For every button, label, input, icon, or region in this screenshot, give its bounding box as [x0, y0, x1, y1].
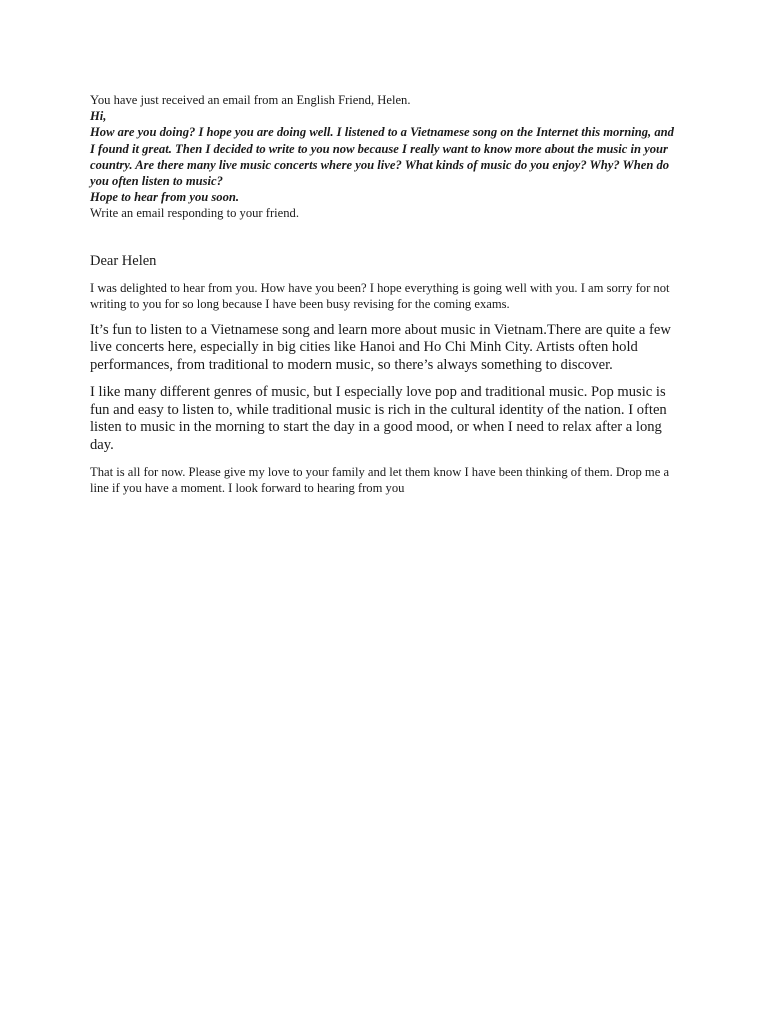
- reply-paragraph-3: I like many different genres of music, but I especially love pop and traditional music. Pop music is fun and easy to listen to, while traditional music is rich in the cultural identity of the nation. I often listen to music in the morning to start the day in a good mood, or when I need to relax after a long day.: [90, 384, 667, 453]
- document-page: [90, 92, 674, 496]
- prompt-intro: You have just received an email from an English Friend, Helen.: [90, 93, 411, 107]
- email-body: How are you doing? I hope you are doing well. I listened to a Vietnamese song on the Internet this morning, and I found it great. Then I decided to write to you now because I really want to know more about the music in your country. Are there many live music concerts where you live? What kinds of music do you enjoy? Why? When do you often listen to music?: [90, 125, 674, 189]
- reply-paragraph-4: That is all for now. Please give my love to your family and let them know I have been thinking of them. Drop me a line if you have a moment. I look forward to hearing from you: [90, 465, 670, 496]
- email-signoff: Hope to hear from you soon.: [90, 190, 240, 205]
- reply-paragraph-1: I was delighted to hear from you. How have you been? I hope everything is going well with you. I am sorry for not writing to you for so long because I have been busy revising for the coming exams.: [90, 280, 670, 311]
- email-greeting: Hi,: [90, 109, 107, 124]
- reply-paragraph-2: It’s fun to listen to a Vietnamese song and learn more about music in Vietnam.There are quite a few live concerts here, especially in big cities like Hanoi and Ho Chi Minh City. Artists often hold performances, from traditional to modern music, so there’s always something to discover.: [90, 321, 671, 373]
- task-instruction: Write an email responding to your friend.: [90, 206, 299, 221]
- task-prompt: [90, 92, 674, 222]
- reply-salutation: Dear Helen: [90, 252, 157, 269]
